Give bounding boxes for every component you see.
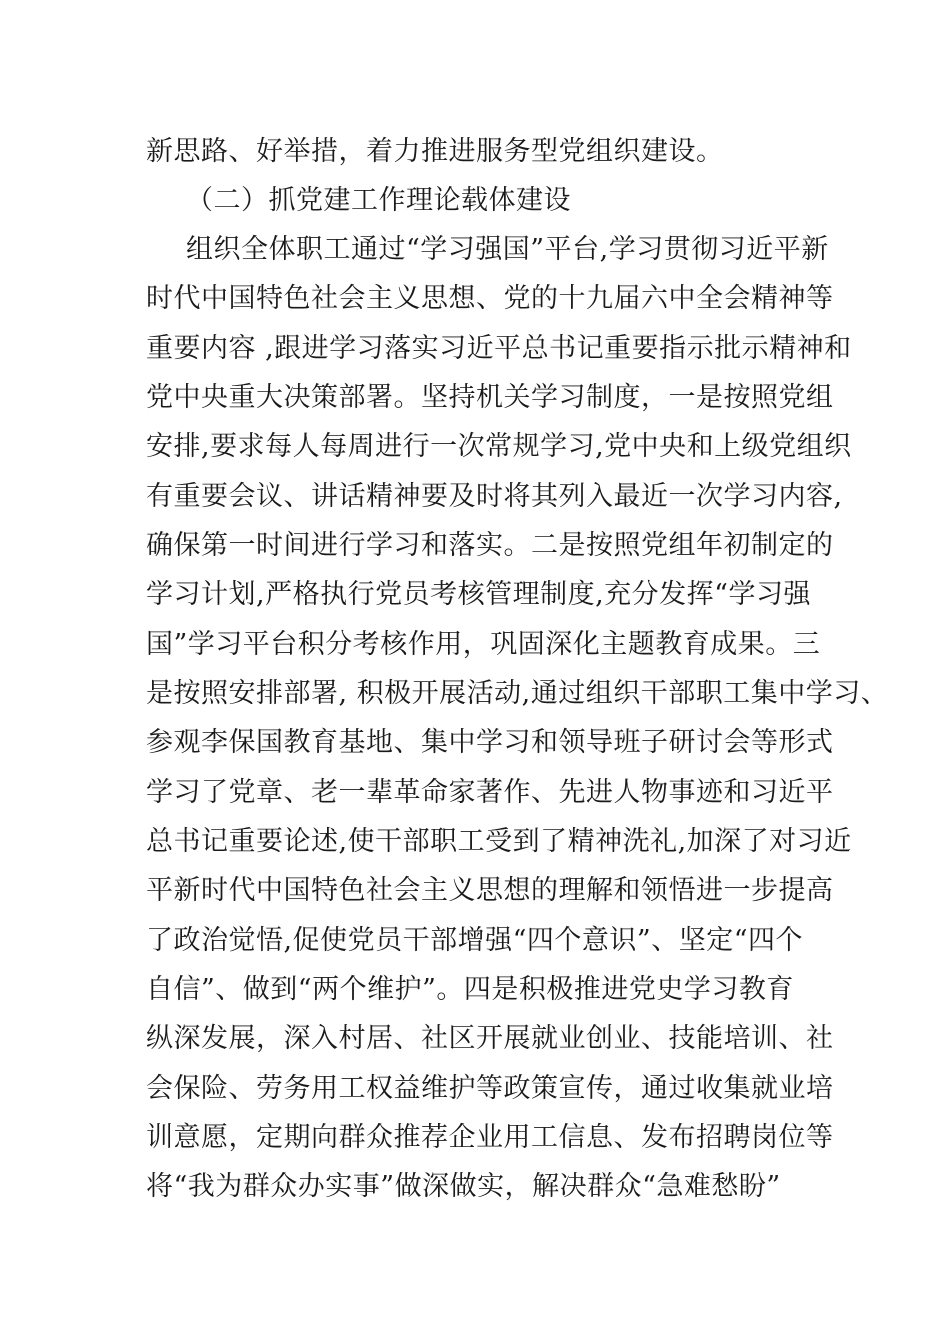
text-line-8: 有重要会议、讲话精神要及时将其列入最近一次学习内容,: [146, 481, 843, 512]
text-line-9: 确保第一时间进行学习和落实。二是按照党组年初制定的: [146, 530, 834, 561]
text-line-3: 组织全体职工通过“学习强国”平台,学习贯彻习近平新: [186, 234, 829, 265]
text-line-12: 是按照安排部署, 积极开展活动,通过组织干部职工集中学习、: [146, 678, 889, 709]
text-line-16: 平新时代中国特色社会主义思想的理解和领悟进一步提高: [146, 875, 834, 906]
text-line-7: 安排,要求每人每周进行一次常规学习,党中央和上级党组织: [146, 431, 852, 462]
text-line-1: 新思路、好举措，着力推进服务型党组织建设。: [146, 136, 724, 167]
text-line-20: 会保险、劳务用工权益维护等政策宣传，通过收集就业培: [146, 1073, 834, 1104]
text-line-10: 学习计划,严格执行党员考核管理制度,充分发挥“学习强: [146, 579, 811, 610]
text-line-17: 了政治觉悟,促使党员干部增强“四个意识”、坚定“四个: [146, 925, 803, 956]
text-line-22: 将“我为群众办实事”做深做实，解决群众“急难愁盼”: [146, 1171, 781, 1202]
text-line-13: 参观李保国教育基地、集中学习和领导班子研讨会等形式: [146, 727, 834, 758]
text-line-5: 重要内容 ,跟进学习落实习近平总书记重要指示批示精神和: [146, 333, 852, 364]
text-line-11: 国”学习平台积分考核作用，巩固深化主题教育成果。三: [146, 629, 821, 660]
text-line-4: 时代中国特色社会主义思想、党的十九届六中全会精神等: [146, 283, 834, 314]
section-heading: （二）抓党建工作理论载体建设: [186, 185, 571, 216]
text-line-6: 党中央重大决策部署。坚持机关学习制度，一是按照党组: [146, 382, 834, 413]
text-line-21: 训意愿，定期向群众推荐企业用工信息、发布招聘岗位等: [146, 1122, 834, 1153]
text-line-14: 学习了党章、老一辈革命家著作、先进人物事迹和习近平: [146, 777, 834, 808]
text-line-18: 自信”、做到“两个维护”。四是积极推进党史学习教育: [146, 974, 794, 1005]
text-line-19: 纵深发展，深入村居、社区开展就业创业、技能培训、社: [146, 1023, 834, 1054]
text-line-15: 总书记重要论述,使干部职工受到了精神洗礼,加深了对习近: [146, 826, 852, 857]
